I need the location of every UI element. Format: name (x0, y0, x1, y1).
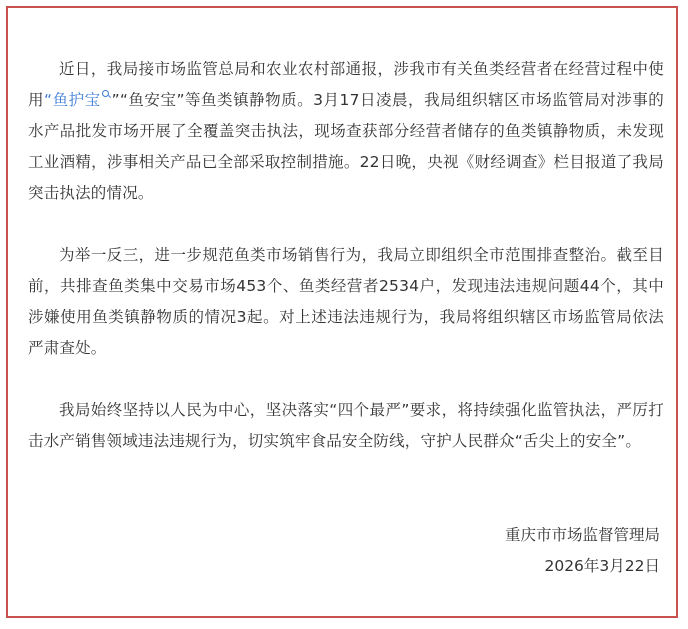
search-icon[interactable] (102, 90, 111, 99)
paragraph-1-text-start: 近日，我局接市场监管总局和农业农村部通报，涉我市有关鱼类经营者在经营过程中使用 (28, 60, 664, 109)
paragraph-1-text-end: ”“鱼安宝”等鱼类镇静物质。3月17日凌晨，我局组织辖区市场监管局对涉事的水产品批发市场开展了全覆盖突击执法，现场查获部分经营者储存的鱼类镇静物质，未发现工业酒精，涉事相关产品已全部采取控制措施。22日晚，央视《财经调查》栏目报道了我局突击执法的情况。 (28, 91, 665, 202)
search-link-yuhubao[interactable] (44, 91, 112, 109)
signature-org: 重庆市市场监督管理局 (504, 526, 660, 544)
search-link-label[interactable]: “鱼护宝 (44, 91, 101, 109)
article-body (28, 54, 664, 457)
paragraph-3: 我局始终坚持以人民为中心，坚决落实“四个最严”要求，将持续强化监管执法，严厉打击水产销售领域违法违规行为，切实筑牢食品安全防线，守护人民群众“舌尖上的安全”。 (28, 401, 664, 450)
signature-date: 2026年3月22日 (544, 557, 660, 575)
paragraph-1 (28, 54, 664, 209)
paragraph-2: 为举一反三，进一步规范鱼类市场销售行为，我局立即组织全市范围排查整治。截至目前，共排查鱼类集中交易市场453个、鱼类经营者2534户，发现违法违规问题44个，其中涉嫌使用鱼类镇静物质的情况3起。对上述违法违规行为，我局将组织辖区市场监管局依法严肃查处。 (28, 246, 664, 357)
signature-block (505, 520, 660, 582)
